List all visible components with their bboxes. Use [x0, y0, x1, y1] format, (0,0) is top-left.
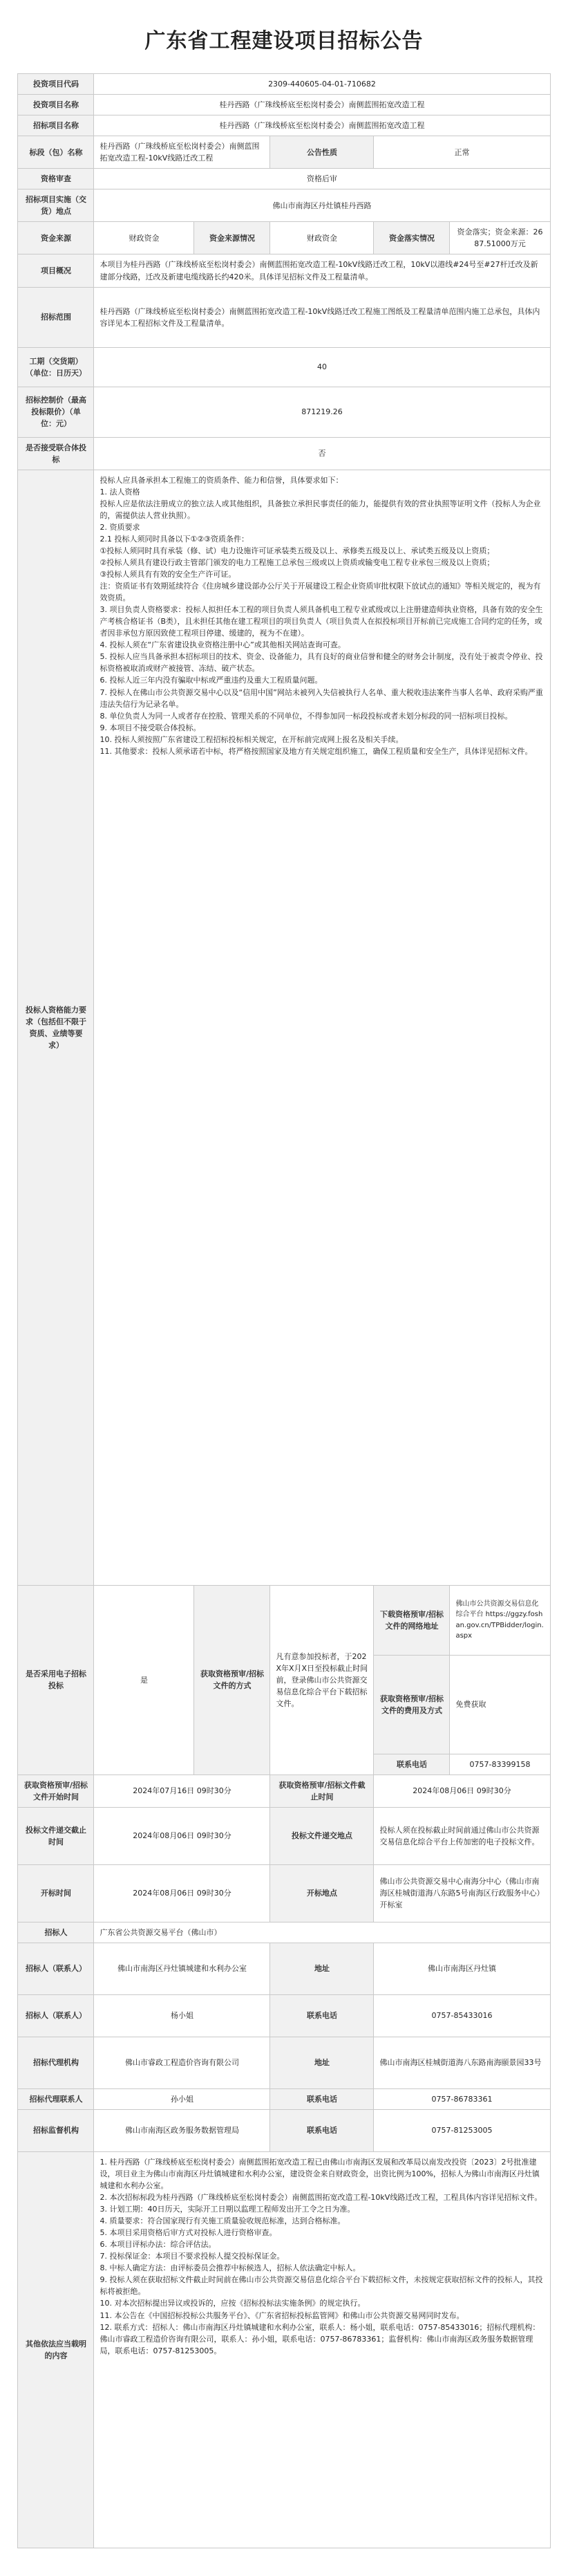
joint-bid-label: 是否接受联合体投标: [18, 437, 94, 470]
other-text: 1. 桂丹西路（广珠线桥底至松岗村委会）南侧蓝围拓宽改造工程已由佛山市南海区发展和改革局以南发改投资〔2023〕2号批准建设，项目业主为佛山市南海区丹灶镇城建和水利办公室，建设资金来自财政资金，出资比例为100%，招标人为佛山市南海区丹灶镇城建和水利办公室。 2. 本次招标标段为桂丹西路（广珠线桥底至松岗村委会）南侧蓝围拓宽改造工程-10kV线路迁改工程，工程具体内容详见招标文件。 3. 计划工期：40日历天，实际开工日期以监理工程师发出开工令之日为准。 4. 质量要求：符合国家现行有关施工质量验收规范标准，达到合格标准。 5. 本项目采用资格后审方式对投标人进行资格审查。 6. 本项目评标办法：综合评估法。 7. 投标保证金：本项目不要求投标人提交投标保证金。 8. 中标人确定方法：由评标委员会推荐中标候选人，招标人依法确定中标人。 9. 投标人须在获取招标文件截止时间前在佛山市公共资源交易信息化综合平台下载招标文件，未按规定获取招标文件的投标人，其投标将被拒绝。 10. 对本次招标提出异议或投诉的，应按《招标投标法实施条例》的规定执行。 11. 本公告在《中国招标投标公共服务平台》、《广东省招标投标监管网》和佛山市公共资源交易网同时发布。 12. 联系方式：招标人：佛山市南海区丹灶镇城建和水利办公室，联系人：杨小姐，联系电话：0757-85433016；招标代理机构：佛山市睿政工程造价咨询有限公司，联系人：孙小姐，联系电话：0757-86783361；监督机构：佛山市南海区政务服务数据管理局，联系电话：0757-81253005。: [100, 2157, 543, 2355]
get-end-label: 获取资格预审/招标文件截止时间: [270, 1775, 374, 1807]
get-start-label: 获取资格预审/招标文件开始时间: [18, 1775, 94, 1807]
row-max-price: [18, 387, 550, 437]
row-deadline: [18, 1807, 550, 1864]
notice-status-label: 公告性质: [270, 136, 374, 169]
tenderer-phone-value: 0757-85433016: [374, 1994, 550, 2037]
qualification-label: 投标人资格能力要求（包括但不限于资质、业绩等要求）: [18, 470, 94, 1585]
row-approval: [18, 169, 550, 189]
lot-value: 桂丹西路（广珠线桥底至松岗村委会）南侧蓝围拓宽改造工程-10kV线路迁改工程: [94, 136, 270, 169]
row-location: [18, 189, 550, 222]
contact-phone-label: 联系电话: [374, 1754, 450, 1775]
deadline-value: 2024年08月06日 09时30分: [94, 1807, 270, 1864]
agent-contact-label: 招标代理联系人: [18, 2088, 94, 2109]
submit-place-value: 投标人须在投标截止时间前通过佛山市公共资源交易信息化综合平台上传加密的电子投标文件。: [374, 1807, 550, 1864]
supervisor-label: 招标监督机构: [18, 2109, 94, 2151]
opening-place-label: 开标地点: [270, 1864, 374, 1922]
overview-value: 本项目为桂丹西路（广珠线桥底至松岗村委会）南侧蓝围拓宽改造工程-10kV线路迁改工程，10kV以港线#24号至#27杆迁改及新建部分线路，迁改及新建电缆线路长约420米。具体详见招标文件及工程量清单。: [94, 254, 550, 287]
row-tender-project-name: [18, 115, 550, 136]
project-code-label: 投资项目代码: [18, 74, 94, 95]
supervisor-phone-value: 0757-81253005: [374, 2109, 550, 2151]
tenderer-address-value: 佛山市南海区丹灶镇: [374, 1943, 550, 1994]
row-supervisor: [18, 2109, 550, 2151]
supervisor-phone-label: 联系电话: [270, 2109, 374, 2151]
contact-phone-value: 0757-83399158: [450, 1754, 550, 1775]
opening-value: 2024年08月06日 09时30分: [94, 1864, 270, 1922]
tender-project-name-label: 招标项目名称: [18, 115, 94, 136]
agent-contact-value: 孙小姐: [94, 2088, 270, 2109]
fee-label: 获取资格预审/招标文件的费用及方式: [374, 1655, 450, 1754]
tenderer-contact-label: 招标人（联系人）: [18, 1994, 94, 2037]
row-get-time: [18, 1775, 550, 1807]
tenderer-name-label: 招标人（联系人）: [18, 1943, 94, 1994]
tenderer-phone-label: 联系电话: [270, 1994, 374, 2037]
download-url-value[interactable]: 佛山市公共资源交易信息化综合平台 https://ggzy.foshan.gov.cn/TPBidder/login.aspx: [450, 1585, 550, 1655]
agent-address-value: 佛山市南海区桂城街道海八东路南海颐景园33号: [374, 2037, 550, 2088]
funding-amount-value: 资金落实；资金来源：2687.51000万元: [450, 222, 550, 254]
tender-project-name-value: 桂丹西路（广珠线桥底至松岗村委会）南侧蓝围拓宽改造工程: [94, 115, 550, 136]
location-value: 佛山市南海区丹灶镇桂丹西路: [94, 189, 550, 222]
funding-amount-label: 资金落实情况: [374, 222, 450, 254]
overview-label: 项目概况: [18, 254, 94, 287]
fee-value: 免费获取: [450, 1655, 550, 1754]
electronic-bid-value: 是: [94, 1585, 194, 1775]
qualification-text: 投标人应具备承担本工程施工的资质条件、能力和信誉，具体要求如下： 1. 法人资格 投标人应是依法注册成立的独立法人或其他组织，具备独立承担民事责任的能力，能提供有效的营业执照等证明文件（投标人为企业的，需提供法人营业执照）。 2. 资质要求 2.1 投标人须同时具备以下①②③资质条件： ①投标人须同时具有承装（修、试）电力设施许可证承装类五级及以上、承修类五级及以上、承试类五级及以上资质； ②投标人须具有建设行政主管部门颁发的电力工程施工总承包三级或以上资质或输变电工程专业承包三级及以上资质； ③投标人须具有有效的安全生产许可证。 注：资质证书有效期延续符合《住房城乡建设部办公厅关于开展建设工程企业资质审批权限下放试点的通知》等相关规定的，视为有效资质。 3. 项目负责人资格要求：投标人拟担任本工程的项目负责人须具备机电工程专业贰级或以上注册建造师执业资格，具备有效的安全生产考核合格证书（B类），且未担任其他在建工程项目的项目负责人（项目负责人在拟投标项目开标前已完成施工合同约定的任务，或者因非承包方原因致使工程项目停建、缓建的，视为不在建）。 4. 投标人须在“广东省建设执业资格注册中心”或其他相关网站查询可查。 5. 投标人应当具备承担本招标项目的技术、资金、设备能力，具有良好的商业信誉和健全的财务会计制度，没有处于被责令停业、投标资格被取消或财产被接管、冻结、破产状态。 6. 投标人近三年内没有骗取中标或严重违约及重大工程质量问题。 7. 投标人在佛山市公共资源交易中心以及“信用中国”网站未被列入失信被执行人名单、重大税收违法案件当事人名单、政府采购严重违法失信行为记录名单。 8. 单位负责人为同一人或者存在控股、管理关系的不同单位，不得参加同一标段投标或者未划分标段的同一招标项目投标。 9. 本项目不接受联合体投标。 10. 投标人须按照广东省建设工程招标投标相关规定，在开标前完成网上报名及相关手续。 11. 其他要求：投标人须承诺若中标，将严格按照国家及地方有关规定组织施工，确保工程质量和安全生产，具体详见招标文件。: [100, 475, 543, 756]
row-joint-bid: [18, 437, 550, 470]
project-name-value: 桂丹西路（广珠线桥底至松岗村委会）南侧蓝围拓宽改造工程: [94, 95, 550, 115]
row-tenderer-name: [18, 1943, 550, 1994]
row-project-name: [18, 95, 550, 115]
tenderer-contact-value: 杨小姐: [94, 1994, 270, 2037]
download-url-label: 下载资格预审/招标文件的网络地址: [374, 1585, 450, 1655]
scope-label: 招标范围: [18, 287, 94, 347]
other-label: 其他依法应当载明的内容: [18, 2151, 94, 2548]
publish-platform-label: 招标人: [18, 1922, 94, 1943]
tenderer-name-value: 佛山市南海区丹灶镇城建和水利办公室: [94, 1943, 270, 1994]
supervisor-value: 佛山市南海区政务服务数据管理局: [94, 2109, 270, 2151]
row-tenderer-contact: [18, 1994, 550, 2037]
get-start-value: 2024年07月16日 09时30分: [94, 1775, 270, 1807]
opening-place-value: 佛山市公共资源交易中心南海分中心（佛山市南海区桂城街道海八东路5号南海区行政服务中心）开标室: [374, 1864, 550, 1922]
row-electronic-bid: [18, 1585, 550, 1655]
funding-status-value: 财政资金: [270, 222, 374, 254]
approval-label: 资格审查: [18, 169, 94, 189]
electronic-bid-label: 是否采用电子招标投标: [18, 1585, 94, 1775]
agent-address-label: 地址: [270, 2037, 374, 2088]
get-method-label: 获取资格预审/招标文件的方式: [194, 1585, 270, 1775]
other-text-cell: [94, 2151, 550, 2548]
location-label: 招标项目实施（交货）地点: [18, 189, 94, 222]
approval-value: 资格后审: [94, 169, 550, 189]
duration-value: 40: [94, 347, 550, 387]
lot-label: 标段（包）名称: [18, 136, 94, 169]
funding-source-value: 财政资金: [94, 222, 194, 254]
row-tenderer: [18, 1922, 550, 1943]
project-name-label: 投资项目名称: [18, 95, 94, 115]
row-project-code: [18, 74, 550, 95]
agent-phone-label: 联系电话: [270, 2088, 374, 2109]
funding-source-label: 资金来源: [18, 222, 94, 254]
page-title: 广东省工程建设项目招标公告: [144, 29, 424, 53]
get-end-value: 2024年08月06日 09时30分: [374, 1775, 550, 1807]
agent-phone-value: 0757-86783361: [374, 2088, 550, 2109]
project-code-value: 2309-440605-04-01-710682: [94, 74, 550, 95]
row-scope: [18, 287, 550, 347]
funding-status-label: 资金来源情况: [194, 222, 270, 254]
scope-value: 桂丹西路（广珠线桥底至松岗村委会）南侧蓝围拓宽改造工程-10kV线路迁改工程施工图纸及工程量清单范围内施工总承包，具体内容详见本工程招标文件及工程量清单。: [94, 287, 550, 347]
row-opening: [18, 1864, 550, 1922]
row-qualification: [18, 470, 550, 1585]
duration-label: 工期（交货期）（单位：日历天）: [18, 347, 94, 387]
row-duration: [18, 347, 550, 387]
row-funding: [18, 222, 550, 254]
notice-status-value: 正常: [374, 136, 550, 169]
qualification-text-cell: [94, 470, 550, 1585]
row-lot: [18, 136, 550, 169]
deadline-label: 投标文件递交截止时间: [18, 1807, 94, 1864]
opening-label: 开标时间: [18, 1864, 94, 1922]
notice-table: [17, 73, 550, 2548]
max-price-label: 招标控制价（最高投标限价）（单位：元）: [18, 387, 94, 437]
publish-platform-value: 广东省公共资源交易平台（佛山市）: [94, 1922, 550, 1943]
agent-firm-label: 招标代理机构: [18, 2037, 94, 2088]
row-other: [18, 2151, 550, 2548]
max-price-value: 871219.26: [94, 387, 550, 437]
get-method-value: 凡有意参加投标者，于202X年X月X日至投标截止时间前，登录佛山市公共资源交易信息化综合平台下载招标文件。: [270, 1585, 374, 1775]
row-agent-firm: [18, 2037, 550, 2088]
row-agent-contact: [18, 2088, 550, 2109]
row-overview: [18, 254, 550, 287]
tenderer-address-label: 地址: [270, 1943, 374, 1994]
agent-firm-value: 佛山市睿政工程造价咨询有限公司: [94, 2037, 270, 2088]
submit-place-label: 投标文件递交地点: [270, 1807, 374, 1864]
joint-bid-value: 否: [94, 437, 550, 470]
